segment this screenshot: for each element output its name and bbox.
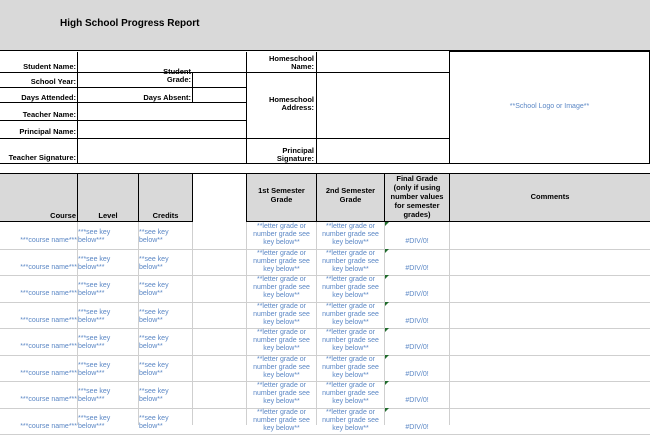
semester-2-grade-cell[interactable]: **letter grade or number grade see key below**	[322, 356, 379, 379]
semester-2-grade-cell[interactable]: **letter grade or number grade see key below**	[322, 276, 379, 299]
level-cell[interactable]: ***see key below***	[78, 309, 111, 324]
comments-cell[interactable]	[450, 222, 650, 248]
level-cell[interactable]: ***see key below***	[78, 335, 111, 350]
principal-signature-label: Principal Signature:	[276, 146, 314, 163]
credits-cell[interactable]: **see key below**	[139, 415, 169, 430]
table-row	[0, 355, 650, 382]
teacher-name-field[interactable]	[78, 103, 246, 120]
principal-name-label: Principal Name:	[19, 127, 76, 136]
final-grade-cell: #DIV/0!	[405, 371, 429, 378]
level-cell[interactable]: ***see key below***	[78, 256, 111, 271]
semester-1-grade-cell[interactable]: **letter grade or number grade see key below**	[253, 223, 310, 246]
table-row	[0, 222, 650, 249]
logo-placeholder: **School Logo or Image**	[509, 103, 590, 110]
credits-cell[interactable]: **see key below**	[139, 335, 169, 350]
homeschool-address-field[interactable]	[317, 73, 449, 138]
comment-marker-icon	[385, 222, 389, 226]
days-attended-label: Days Attended:	[21, 93, 76, 102]
school-year-label: School Year:	[30, 77, 76, 86]
comment-marker-icon	[385, 381, 389, 385]
final-grade-cell: #DIV/0!	[405, 344, 429, 351]
homeschool-name-label: Homeschool Name:	[268, 54, 314, 71]
student-grade-field[interactable]	[193, 73, 246, 87]
course-cell[interactable]: ***course name***	[20, 343, 77, 350]
comments-cell[interactable]	[450, 249, 650, 275]
course-cell[interactable]: ***course name***	[20, 264, 77, 271]
comment-marker-icon	[385, 328, 389, 332]
comment-marker-icon	[385, 355, 389, 359]
semester-1-grade-cell[interactable]: **letter grade or number grade see key below**	[253, 250, 310, 273]
semester-2-grade-cell[interactable]: **letter grade or number grade see key below**	[322, 250, 379, 273]
comment-marker-icon	[385, 249, 389, 253]
course-cell[interactable]: ***course name***	[20, 290, 77, 297]
column-header-level: Level	[98, 211, 118, 220]
credits-cell[interactable]: **see key below**	[139, 229, 169, 244]
comments-cell[interactable]	[450, 328, 650, 354]
divider	[246, 52, 247, 164]
column-header-final-grade: Final Grade (only if using number values for semester grades)	[390, 174, 444, 219]
level-cell[interactable]: ***see key below***	[78, 282, 111, 297]
student-grade-label: Student Grade:	[163, 67, 191, 84]
semester-2-grade-cell[interactable]: **letter grade or number grade see key below**	[322, 223, 379, 246]
credits-cell[interactable]: **see key below**	[139, 309, 169, 324]
semester-1-grade-cell[interactable]: **letter grade or number grade see key below**	[253, 382, 310, 405]
column-header-comments: Comments	[530, 192, 570, 201]
student-name-label: Student Name:	[23, 62, 76, 71]
semester-1-grade-cell[interactable]: **letter grade or number grade see key below**	[253, 329, 310, 352]
credits-cell[interactable]: **see key below**	[139, 388, 169, 403]
final-grade-cell: #DIV/0!	[405, 318, 429, 325]
comments-cell[interactable]	[450, 408, 650, 434]
divider	[192, 174, 193, 222]
level-cell[interactable]: ***see key below***	[78, 388, 111, 403]
comment-marker-icon	[385, 302, 389, 306]
comment-marker-icon	[385, 408, 389, 412]
student-name-field[interactable]	[78, 52, 246, 72]
table-top-border	[0, 173, 650, 174]
semester-2-grade-cell[interactable]: **letter grade or number grade see key below**	[322, 303, 379, 326]
course-cell[interactable]: ***course name***	[20, 317, 77, 324]
homeschool-address-label: Homeschool Address:	[268, 95, 314, 112]
teacher-name-label: Teacher Name:	[22, 110, 76, 119]
days-absent-field[interactable]	[193, 88, 246, 102]
semester-1-grade-cell[interactable]: **letter grade or number grade see key below**	[253, 303, 310, 326]
credits-cell[interactable]: **see key below**	[139, 256, 169, 271]
days-attended-field[interactable]	[78, 88, 130, 102]
semester-2-grade-cell[interactable]: **letter grade or number grade see key below**	[322, 382, 379, 405]
semester-2-grade-cell[interactable]: **letter grade or number grade see key below**	[322, 409, 379, 432]
column-header-course: Course	[50, 211, 76, 220]
course-cell[interactable]: ***course name***	[20, 423, 77, 430]
credits-cell[interactable]: **see key below**	[139, 362, 169, 377]
table-row	[0, 249, 650, 276]
principal-signature-field[interactable]	[317, 139, 449, 163]
semester-1-grade-cell[interactable]: **letter grade or number grade see key below**	[253, 276, 310, 299]
semester-1-grade-cell[interactable]: **letter grade or number grade see key below**	[253, 356, 310, 379]
column-header-semester-1: 1st Semester Grade	[258, 186, 305, 204]
table-row	[0, 408, 650, 435]
homeschool-name-field[interactable]	[317, 52, 449, 72]
days-absent-label: Days Absent:	[143, 93, 191, 102]
level-cell[interactable]: ***see key below***	[78, 229, 111, 244]
comments-cell[interactable]	[450, 381, 650, 407]
course-cell[interactable]: ***course name***	[20, 237, 77, 244]
comments-cell[interactable]	[450, 302, 650, 328]
credits-cell[interactable]: **see key below**	[139, 282, 169, 297]
table-row	[0, 381, 650, 408]
column-header-semester-2: 2nd Semester Grade	[325, 186, 376, 204]
level-cell[interactable]: ***see key below***	[78, 415, 111, 430]
teacher-signature-label: Teacher Signature:	[8, 153, 76, 162]
course-cell[interactable]: ***course name***	[20, 396, 77, 403]
level-cell[interactable]: ***see key below***	[78, 362, 111, 377]
comments-cell[interactable]	[450, 355, 650, 381]
final-grade-cell: #DIV/0!	[405, 397, 429, 404]
column-header-credits: Credits	[152, 211, 179, 220]
principal-name-field[interactable]	[78, 121, 246, 138]
divider	[0, 163, 449, 164]
semester-1-grade-cell[interactable]: **letter grade or number grade see key below**	[253, 409, 310, 432]
course-cell[interactable]: ***course name***	[20, 370, 77, 377]
table-row	[0, 302, 650, 329]
table-row	[0, 275, 650, 302]
final-grade-cell: #DIV/0!	[405, 424, 429, 431]
page-title: High School Progress Report	[60, 18, 200, 29]
final-grade-cell: #DIV/0!	[405, 265, 429, 272]
final-grade-cell: #DIV/0!	[405, 238, 429, 245]
semester-2-grade-cell[interactable]: **letter grade or number grade see key below**	[322, 329, 379, 352]
table-row	[0, 328, 650, 355]
final-grade-cell: #DIV/0!	[405, 291, 429, 298]
comments-cell[interactable]	[450, 275, 650, 301]
comment-marker-icon	[385, 275, 389, 279]
teacher-signature-field[interactable]	[78, 139, 246, 163]
school-year-field[interactable]	[78, 73, 192, 87]
